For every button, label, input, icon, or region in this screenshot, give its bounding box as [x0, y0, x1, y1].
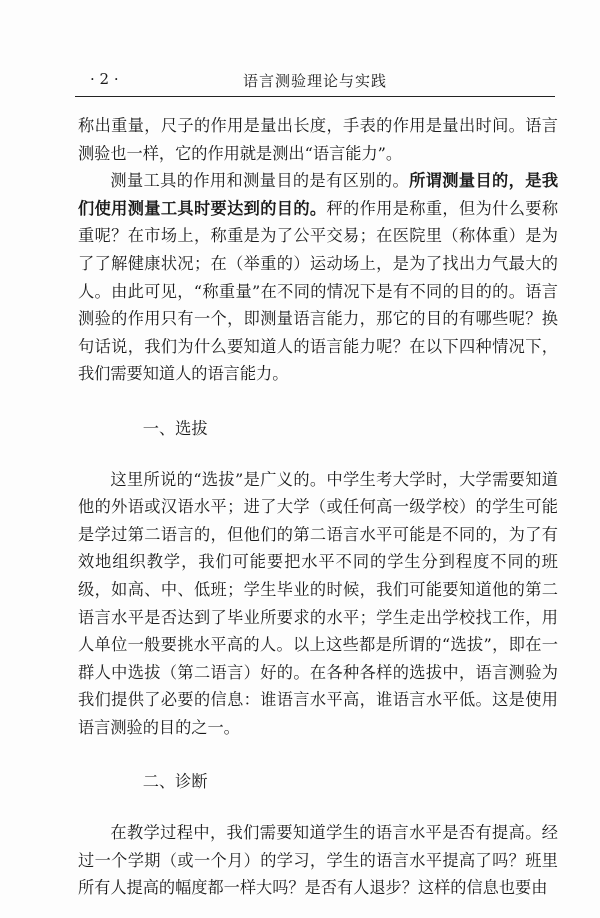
paragraph-diagnosis: 在教学过程中，我们需要知道学生的语言水平是否有提高。经过一个学期（或一个月）的学习，学生的语言水平提高了吗？班里所有人提高的幅度都一样大吗？是否有人退步？这样的信息也要由 [78, 823, 558, 898]
paragraph-purpose-body: 秤的作用是称重，但为什么要称重呢？在市场上，称重是为了公平交易；在医院里（称体重）是为了了解健康状况；在（举重的）运动场上，是为了找出力气最大的人。由此可见，“称重量”在不同的情况下是有不同的目的的。语言测验的作用只有一个，即测量语言能力，那它的目的有哪些呢？换句话说，我们为什么要知道人的语言能力呢？在以下四种情况下，我们需要知道人的语言能力。 [78, 198, 559, 384]
section-heading-selection: 一、选拔 [142, 418, 208, 438]
paragraph-purpose-intro: 测量工具的作用和测量目的是有区别的。 [110, 171, 410, 191]
paragraph-purpose [78, 167, 558, 388]
section-heading-diagnosis: 二、诊断 [142, 772, 208, 792]
paragraph-selection: 这里所说的“选拔”是广义的。中学生考大学时，大学需要知道他的外语或汉语水平；进了大学（或任何高一级学校）的学生可能是学过第二语言的，但他们的第二语言水平可能是不同的，为了有效地组织教学，我们可能要把水平不同的学生分到程度不同的班级，如高、中、低班；学生毕业的时候，我们可能要知道他的第二语言水平是否达到了毕业所要求的水平；学生走出学校找工作，用人单位一般要挑水平高的人。以上这些都是所谓的“选拔”，即在一群人中选拔（第二语言）好的。在各种各样的选拔中，语言测验为我们提供了必要的信息：谁语言水平高，谁语言水平低。这是使用语言测验的目的之一。 [78, 469, 558, 737]
body-text [78, 112, 558, 902]
definition-bold-text: 所谓测量目的，是我们使用测量工具时要达到的目的。 [78, 171, 559, 218]
header-rule [75, 96, 555, 97]
paragraph-continuation: 称出重量，尺子的作用是量出长度，手表的作用是量出时间。语言测验也一样，它的作用就是测出“语言能力”。 [78, 116, 558, 163]
page-number: · 2 · [90, 70, 119, 88]
running-header [75, 70, 555, 94]
book-title: 语言测验理论与实践 [242, 72, 387, 90]
